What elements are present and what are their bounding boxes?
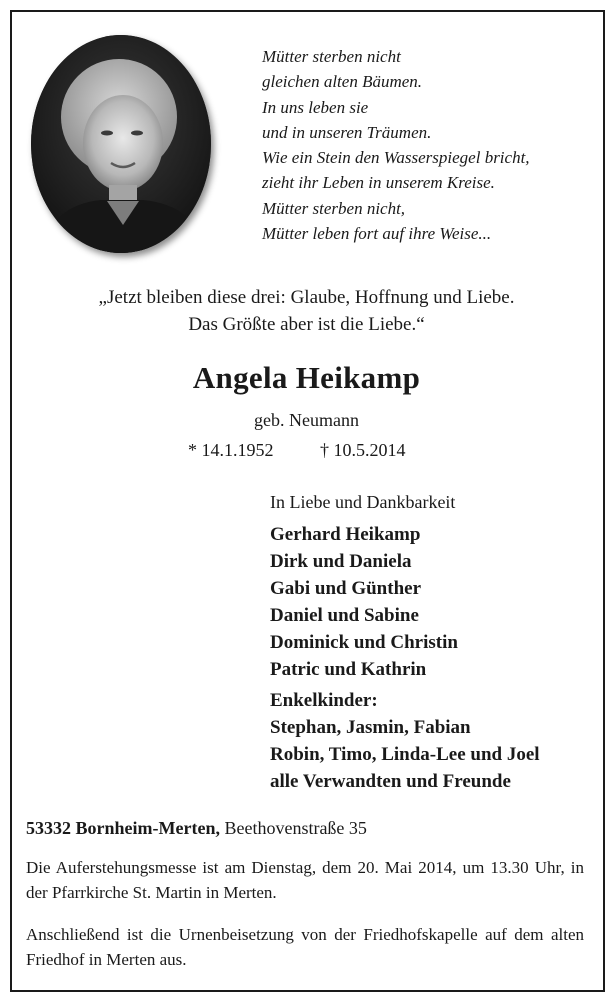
mourners-intro: In Liebe und Dankbarkeit <box>270 492 456 512</box>
mourners-closing: alle Verwandten und Freunde <box>270 771 511 792</box>
mourner-name: Daniel und Sabine <box>270 605 419 626</box>
mourner-name: Dirk und Daniela <box>270 551 412 572</box>
poem-line: zieht ihr Leben in unserem Kreise. <box>262 173 495 193</box>
quote-line: „Jetzt bleiben diese drei: Glaube, Hoffnung und Liebe. <box>98 287 515 308</box>
grandchildren-label: Enkelkinder: <box>270 690 378 711</box>
grandchildren-names: Stephan, Jasmin, Fabian <box>270 717 471 738</box>
death-date: † 10.5.2014 <box>320 440 406 460</box>
poem-line: In uns leben sie <box>262 97 369 117</box>
mourners-list <box>270 492 600 795</box>
address-street: Beethovenstraße 35 <box>224 818 367 838</box>
poem-line: und in unseren Träumen. <box>262 122 432 142</box>
deceased-name: Angela Heikamp <box>192 360 421 395</box>
poem-line: Mütter sterben nicht <box>262 47 401 66</box>
quote-line: Das Größte aber ist die Liebe.“ <box>188 314 425 335</box>
mourner-name: Dominick und Christin <box>270 632 458 653</box>
poem-line: gleichen alten Bäumen. <box>262 72 423 92</box>
mourner-name: Gerhard Heikamp <box>270 524 421 545</box>
birth-date: * 14.1.1952 <box>188 440 274 460</box>
address-city: 53332 Bornheim-Merten, <box>26 818 220 838</box>
poem-line: Mütter leben fort auf ihre Weise... <box>262 224 492 244</box>
portrait-photo <box>31 35 211 253</box>
poem-line: Wie ein Stein den Wasserspiegel bricht, <box>262 148 530 168</box>
service-notice: Die Auferstehungsmesse ist am Dienstag, dem 20. Mai 2014, um 13.30 Uhr, in der Pfarrkirche St. Martin in Merten. <box>26 858 584 902</box>
mourner-name: Gabi und Günther <box>270 578 421 599</box>
grandchildren-names: Robin, Timo, Linda-Lee und Joel <box>270 744 540 765</box>
birth-name: geb. Neumann <box>254 410 359 430</box>
bible-quote <box>0 284 613 338</box>
burial-notice: Anschließend ist die Urnenbeisetzung von der Friedhofskapelle auf dem alten Friedhof in Merten aus. <box>26 925 584 969</box>
poem <box>262 44 592 246</box>
address <box>26 818 367 839</box>
mourner-name: Patric und Kathrin <box>270 659 427 680</box>
poem-line: Mütter sterben nicht, <box>262 198 406 218</box>
